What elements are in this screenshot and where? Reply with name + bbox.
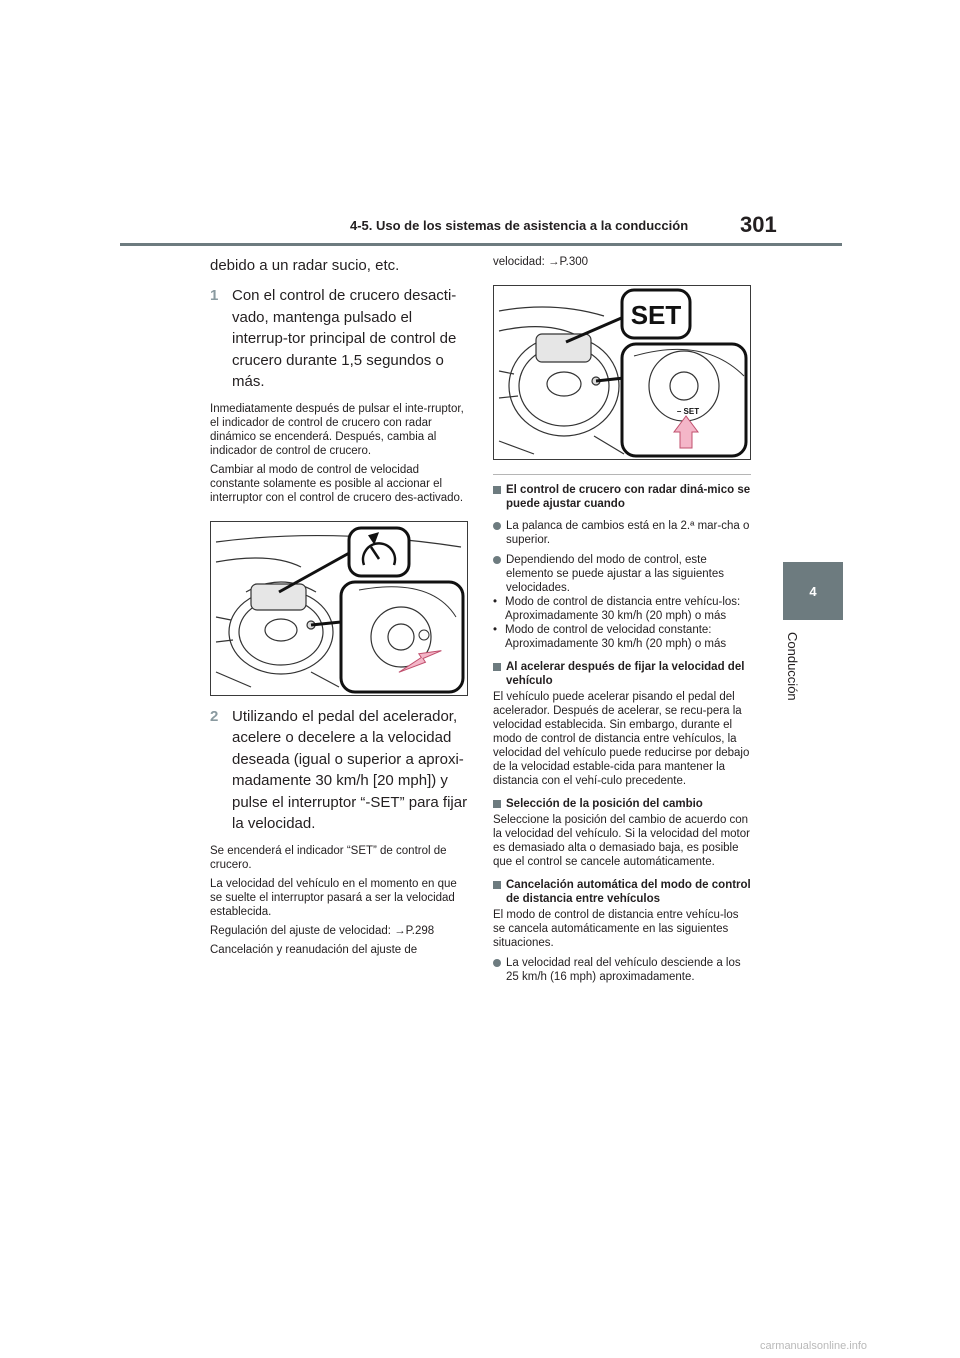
- bullet-dot-icon: [493, 556, 501, 564]
- note-3: Se encenderá el indicador “SET” de control de crucero.: [210, 844, 447, 871]
- step-2-text: Utilizando el pedal del acelerador, acelere o decelere a la velocidad deseada (igual o superior a aproxi-madamente 30 km/h [20 mph]) y pulse el interruptor “-SET” para fijar la velocidad.: [232, 707, 468, 832]
- header-rule: [120, 243, 842, 246]
- square-bullet-icon: [493, 663, 501, 671]
- sub-list-item: • Modo de control de distancia entre vehícu-los: Aproximadamente 30 km/h (20 mph) o más: [493, 596, 741, 622]
- square-bullet-icon: [493, 486, 501, 494]
- right-column: [493, 255, 751, 984]
- cruise-indicator-callout: [349, 528, 409, 576]
- square-bullet-icon: [493, 800, 501, 808]
- section-title: 4-5. Uso de los sistemas de asistencia a la conducción: [350, 218, 689, 233]
- section-divider: [493, 474, 751, 475]
- section-4-text: El modo de control de distancia entre vehícu-los se cancela automáticamente en las siguientes situaciones.: [493, 909, 739, 949]
- square-bullet-icon: [493, 881, 501, 889]
- note-5: Regulación del ajuste de velocidad: →P.298: [210, 924, 435, 937]
- chapter-tab: 4: [783, 562, 843, 620]
- bullet-dot-icon: [493, 522, 501, 530]
- section-heading-2: Al acelerar después de fijar la velocidad del vehículo: [493, 660, 751, 688]
- bullet-dot-icon: [493, 959, 501, 967]
- continued-text: velocidad: →P.300: [493, 256, 589, 268]
- note-2: Cambiar al modo de control de velocidad constante solamente es posible al accionar el interruptor con el control de crucero des-activado.: [210, 463, 464, 504]
- page-number: 301: [740, 212, 777, 237]
- section-2-text: El vehículo puede acelerar pisando el pedal del acelerador. Después de acelerar, se recu-pera la velocidad establecida. Sin embargo, durante el modo de control de distancia entre vehículos, la velocidad del vehículo puede reducirse por debajo de la velocidad estable-cida para mantener la distancia con el vehí-culo precedente.: [493, 691, 750, 787]
- step-1-number: 1: [210, 287, 219, 304]
- step-1-text: Con el control de crucero desacti-vado, mantenga pulsado el interrup-tor principal de control de crucero durante 1,5 segundos o más.: [232, 287, 457, 390]
- step-2: [210, 706, 470, 835]
- chapter-label: Conducción: [785, 632, 800, 701]
- note-6: Cancelación y reanudación del ajuste de: [210, 943, 418, 956]
- section-3-text: Seleccione la posición del cambio de acuerdo con la velocidad del vehículo. Si la velocidad del motor es demasiado alta o demasiado baja, es posible que el control se cancele automáticamente.: [493, 814, 750, 868]
- list-item: La palanca de cambios está en la 2.ª mar-cha o superior.: [493, 519, 751, 547]
- section-heading-4: Cancelación automática del modo de control de distancia entre vehículos: [493, 878, 751, 906]
- steering-wheel-set-illustration: [494, 286, 750, 459]
- figure-main-switch: [210, 521, 468, 696]
- left-column: [210, 255, 470, 957]
- set-indicator-label: SET: [630, 300, 682, 330]
- intro-text: debido a un radar sucio, etc.: [210, 257, 400, 274]
- step-2-number: 2: [210, 707, 219, 725]
- section-heading-3: Selección de la posición del cambio: [493, 797, 751, 811]
- section-heading-1: El control de crucero con radar diná-mico se puede ajustar cuando: [493, 483, 751, 511]
- watermark: carmanualsonline.info: [760, 1340, 868, 1352]
- note-1: Inmediatamente después de pulsar el inte-rruptor, el indicador de control de crucero con radar dinámico se encenderá. Después, cambia al indicador de control de crucero.: [210, 402, 464, 457]
- sub-list-item: • Modo de control de velocidad constante: Aproximadamente 30 km/h (20 mph) o más: [493, 624, 727, 650]
- list-item: Dependiendo del modo de control, este elemento se puede ajustar a las siguientes velocidades.: [493, 553, 751, 595]
- figure-set-switch: [493, 285, 751, 460]
- steering-wheel-illustration: [211, 522, 467, 695]
- step-1: [210, 285, 470, 393]
- list-item: La velocidad real del vehículo desciende a los 25 km/h (16 mph) aproximadamente.: [493, 956, 751, 984]
- note-4: La velocidad del vehículo en el momento en que se suelte el interruptor pasará a ser la velocidad establecida.: [210, 877, 457, 918]
- set-switch-label: – SET: [676, 407, 700, 416]
